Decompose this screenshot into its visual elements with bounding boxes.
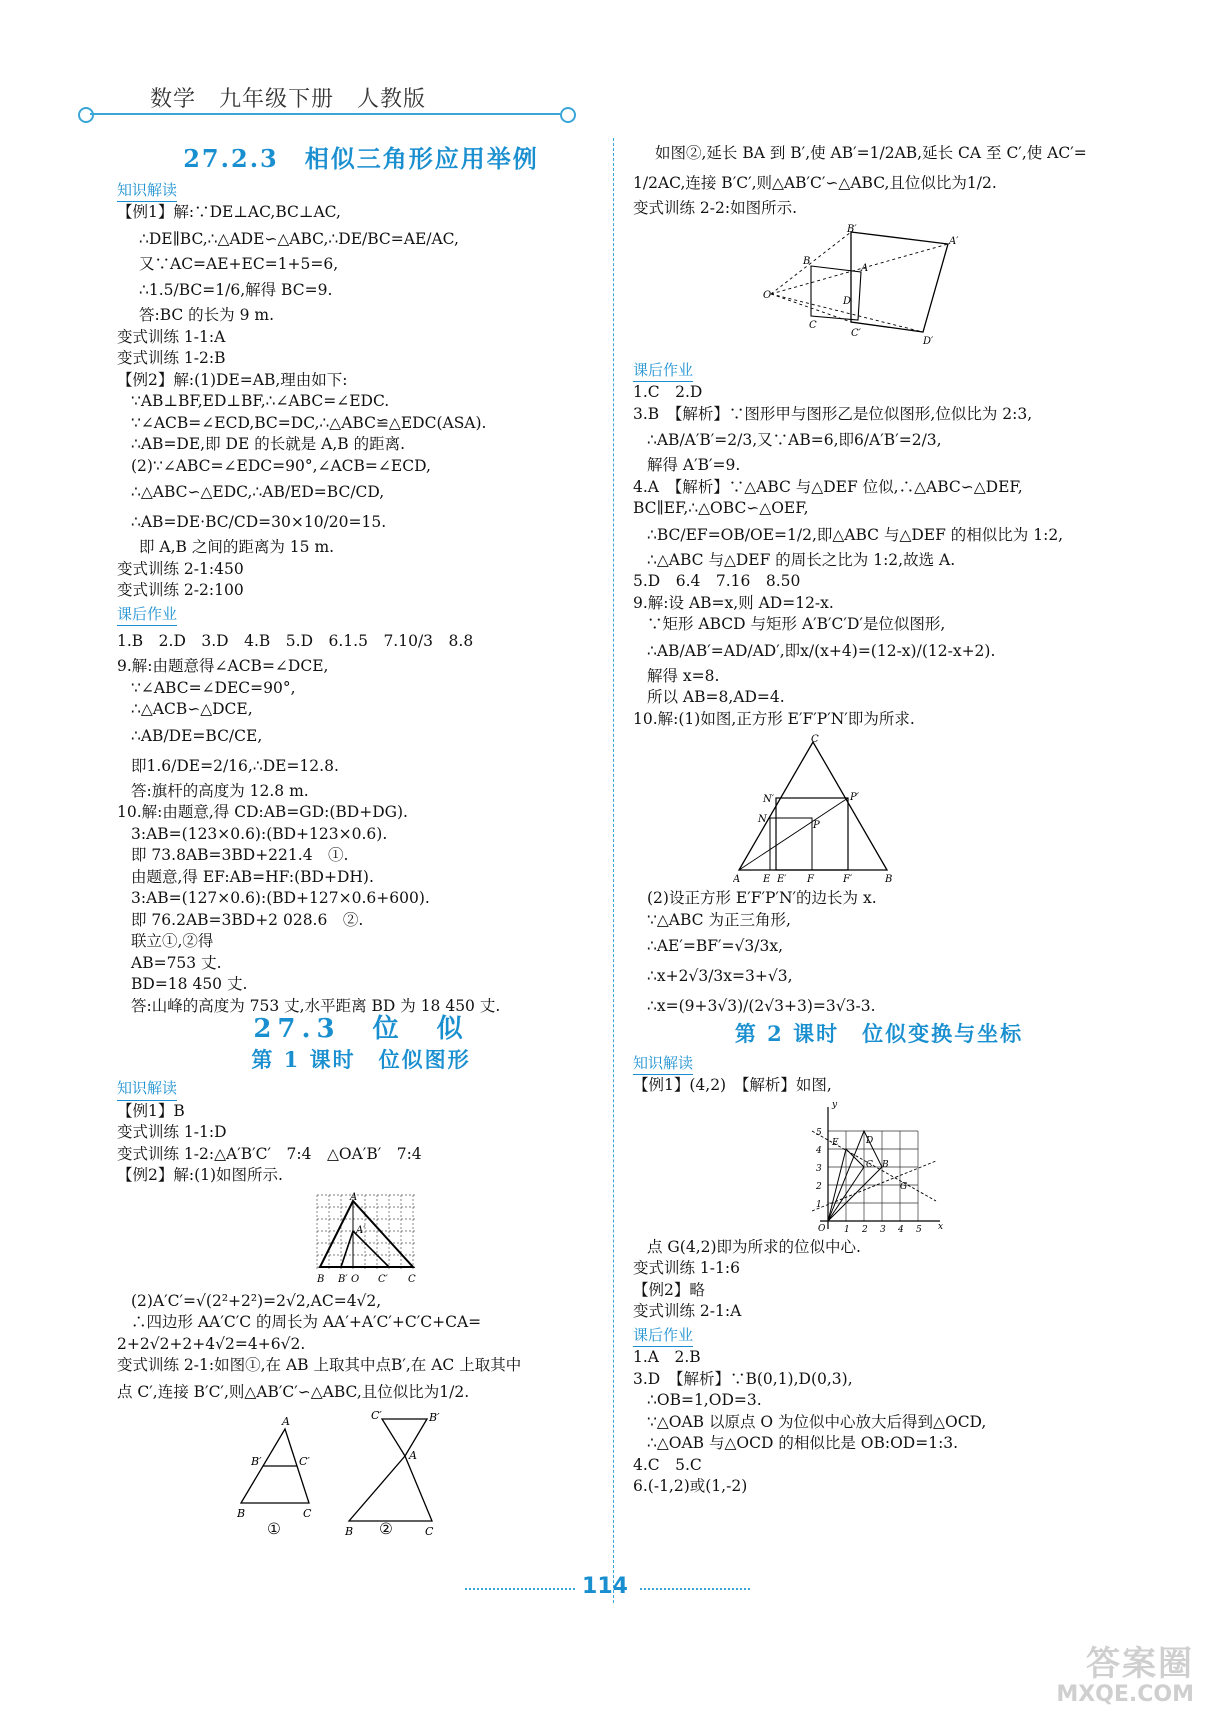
right-block-5 <box>633 1237 1125 1323</box>
text-line: ∵∠ABC=∠DEC=90°, <box>131 678 296 697</box>
svg-text:C: C <box>408 1273 416 1285</box>
text-line: 3:AB=(127×0.6):(BD+127×0.6+600). <box>131 889 430 907</box>
text-line: 变式训练 1-2:B <box>117 349 226 367</box>
tag-homework: 课后作业 <box>633 360 693 383</box>
text-line: 【例2】解:(1)如图所示. <box>117 1166 283 1184</box>
text-line: 即 A,B 之间的距离为 15 m. <box>139 538 335 556</box>
coordinate-grid-svg <box>808 1101 948 1233</box>
svg-text:B′: B′ <box>338 1273 348 1285</box>
svg-text:P′: P′ <box>850 792 859 803</box>
text-line: 4.A 【解析】∵△ABC 与△DEF 位似,∴△ABC∽△DEF, <box>633 477 1023 496</box>
svg-text:x: x <box>938 1221 944 1232</box>
text-line: 10.解:由题意,得 CD:AB=GD:(BD+DG). <box>117 803 408 821</box>
right-block-6 <box>633 1347 1125 1498</box>
svg-text:C: C <box>809 319 817 331</box>
svg-text:C: C <box>866 1159 873 1170</box>
figure-label-2: ② <box>379 1519 393 1538</box>
svg-text:E′: E′ <box>777 874 787 884</box>
right-block-1 <box>633 138 1125 220</box>
svg-text:C′: C′ <box>371 1410 382 1422</box>
left-block-1 <box>117 202 605 602</box>
text-line: ∴△ABC∽△EDC,∴AB/ED=BC/CD, <box>131 483 385 501</box>
svg-text:5: 5 <box>916 1224 922 1233</box>
text-line: 3.D 【解析】∵B(0,1),D(0,3), <box>633 1369 853 1388</box>
page-header-title: 数学 九年级下册 人教版 <box>150 87 427 112</box>
left-block-3 <box>117 1101 605 1187</box>
text-line: ∴AB/AB′=AD/AD′,即x/(x+4)=(12-x)/(12-x+2). <box>647 641 996 660</box>
tag-knowledge: 知识解读 <box>117 1078 177 1101</box>
svg-text:y: y <box>832 1100 838 1110</box>
svg-text:F′: F′ <box>843 874 853 884</box>
text-line: 2+2√2+2+4√2=4+6√2. <box>117 1334 306 1353</box>
svg-text:E: E <box>832 1137 839 1148</box>
text-line: (2)∵∠ABC=∠EDC=90°,∠ACB=∠ECD, <box>131 456 431 475</box>
text-line: 变式训练 2-1:A <box>633 1302 742 1320</box>
text-line: 变式训练 1-2:△A′B′C′ 7:4 △OA′B′ 7:4 <box>117 1144 422 1163</box>
svg-text:4: 4 <box>898 1224 904 1233</box>
text-line: ∵△OAB 以原点 O 为位似中心放大后得到△OCD, <box>647 1412 987 1431</box>
text-line: 变式训练 1-1:D <box>117 1123 227 1141</box>
header-dot-right <box>560 107 576 123</box>
watermark-logo: 答案圈 <box>1086 1644 1194 1684</box>
text-line: ∴BC/EF=OB/OE=1/2,即△ABC 与△DEF 的相似比为 1:2, <box>647 525 1064 544</box>
text-line: 即 73.8AB=3BD+221.4 ①. <box>131 846 349 864</box>
text-line: 变式训练 1-1:A <box>117 327 226 346</box>
svg-text:A′: A′ <box>949 235 959 247</box>
text-line: ∴AE′=BF′=√3/3x, <box>647 937 784 955</box>
text-line: 9.解:由题意得∠ACB=∠DCE, <box>117 657 329 675</box>
text-line: 变式训练 2-1:如图①,在 AB 上取其中点B′,在 AC 上取其中 <box>117 1356 522 1374</box>
svg-text:C′: C′ <box>378 1273 388 1285</box>
text-line: BC∥EF,∴△OBC∽△OEF, <box>633 499 809 517</box>
text-line: ∴△ABC 与△DEF 的周长之比为 1:2,故选 A. <box>647 550 956 569</box>
svg-text:A: A <box>409 1448 417 1462</box>
section-title-27-2-3: 27.2.3 相似三角形应用举例 <box>183 144 539 173</box>
text-line: ∵AB⊥BF,ED⊥BF,∴∠ABC=∠EDC. <box>131 392 390 410</box>
text-line: 答:BC 的长为 9 m. <box>139 306 275 324</box>
text-line: 1.B 2.D 3.D 4.B 5.D 6.1.5 7.10/3 8.8 <box>117 632 474 650</box>
figure-label-1: ① <box>267 1519 281 1538</box>
text-line: 3.B 【解析】∵图形甲与图形乙是位似图形,位似比为 2:3, <box>633 404 1033 423</box>
svg-text:N: N <box>758 814 767 825</box>
svg-text:O: O <box>763 289 772 301</box>
svg-text:B′: B′ <box>251 1454 262 1468</box>
text-line: 【例2】解:(1)DE=AB,理由如下: <box>117 370 348 389</box>
svg-text:A: A <box>282 1414 290 1428</box>
text-line: 【例1】B <box>117 1101 185 1120</box>
text-line: 【例1】(4,2) 【解析】如图, <box>633 1076 832 1094</box>
text-line: ∴1.5/BC=1/6,解得 BC=9. <box>139 281 333 299</box>
text-line: ∴四边形 AA′C′C 的周长为 AA′+A′C′+C′C+CA= <box>131 1313 482 1331</box>
svg-text:4: 4 <box>816 1145 822 1156</box>
text-line: 5.D 6.4 7.16 8.50 <box>633 572 801 590</box>
figure-coordinate-grid <box>808 1101 948 1233</box>
svg-text:O: O <box>818 1223 826 1233</box>
text-line: 1.A 2.B <box>633 1348 701 1366</box>
text-line: ∴AB=DE,即 DE 的长就是 A,B 的距离. <box>131 435 405 453</box>
tag-homework: 课后作业 <box>117 604 177 627</box>
svg-text:G: G <box>900 1181 908 1192</box>
text-line: 答:旗杆的高度为 12.8 m. <box>131 781 309 800</box>
text-line: 10.解:(1)如图,正方形 E′F′P′N′即为所求. <box>633 709 915 728</box>
text-line: 1.C 2.D <box>633 383 703 401</box>
text-line: 如图②,延长 BA 到 B′,使 AB′=1/2AB,延长 CA 至 C′,使 AC′= <box>655 144 1087 162</box>
text-line: ∴OB=1,OD=3. <box>647 1391 762 1409</box>
lesson-title-1: 第 1 课时 位似图形 <box>251 1046 471 1072</box>
left-block-4 <box>117 1291 605 1407</box>
svg-text:C: C <box>811 734 819 745</box>
page-number-rule-right <box>640 1588 750 1590</box>
svg-text:A: A <box>350 1191 358 1203</box>
text-line: ∴AB/A′B′=2/3,又∵AB=6,即6/A′B′=2/3, <box>647 431 942 449</box>
svg-text:5: 5 <box>816 1127 822 1138</box>
text-line: ∴x+2√3/3x=3+√3, <box>647 967 793 985</box>
text-line: 9.解:设 AB=x,则 AD=12-x. <box>633 593 834 612</box>
svg-text:2: 2 <box>862 1224 868 1233</box>
lesson-title-2: 第 2 课时 位似变换与坐标 <box>734 1021 1024 1046</box>
header-rule <box>90 113 560 115</box>
text-line: 联立①,②得 <box>131 932 214 950</box>
svg-text:1: 1 <box>844 1224 850 1233</box>
square-triangle-svg <box>733 734 903 884</box>
right-block-3 <box>633 888 1125 1021</box>
svg-text:B: B <box>882 1159 889 1170</box>
text-line: 即1.6/DE=2/16,∴DE=12.8. <box>131 756 339 775</box>
text-line: 1/2AC,连接 B′C′,则△AB′C′∽△ABC,且位似比为1/2. <box>633 174 997 192</box>
text-line: 答:山峰的高度为 753 丈,水平距离 BD 为 18 450 丈. <box>131 996 501 1015</box>
svg-text:C: C <box>303 1506 312 1520</box>
text-line: 点 G(4,2)即为所求的位似中心. <box>647 1237 861 1256</box>
svg-text:D: D <box>866 1135 874 1146</box>
figure-grid-triangle <box>312 1191 422 1287</box>
tag-knowledge: 知识解读 <box>633 1053 693 1076</box>
header-dot-left <box>78 107 94 123</box>
svg-text:D: D <box>843 295 852 307</box>
text-line: (2)A′C′=√(2²+2²)=2√2,AC=4√2, <box>131 1291 382 1310</box>
text-line: AB=753 丈. <box>131 953 222 972</box>
text-line: (2)设正方形 E′F′P′N′的边长为 x. <box>647 889 877 907</box>
text-line: 【例2】略 <box>633 1280 705 1299</box>
left-block-2 <box>117 626 605 1017</box>
svg-text:C: C <box>425 1524 434 1538</box>
section-title-27-3: 27.3 位 似 <box>253 1014 469 1044</box>
svg-text:O: O <box>351 1273 360 1285</box>
text-line: ∴△ACB∽△DCE, <box>131 700 253 718</box>
svg-text:A′: A′ <box>356 1224 366 1236</box>
text-line: 变式训练 2-2:100 <box>117 581 244 599</box>
svg-text:B: B <box>803 255 811 267</box>
svg-text:D′: D′ <box>923 335 934 347</box>
watermark-url: MXQE.COM <box>1056 1682 1194 1707</box>
right-column <box>633 138 1125 1498</box>
text-line: ∵∠ACB=∠ECD,BC=DC,∴△ABC≌△EDC(ASA). <box>131 413 487 432</box>
text-line: ∴△OAB 与△OCD 的相似比是 OB:OD=1:3. <box>647 1434 959 1452</box>
left-column <box>117 146 605 1545</box>
text-line: 点 C′,连接 B′C′,则△AB′C′∽△ABC,且位似比为1/2. <box>117 1382 470 1401</box>
page-number-rule-left <box>465 1588 575 1590</box>
svg-text:C′: C′ <box>851 327 861 339</box>
svg-text:B: B <box>345 1524 354 1538</box>
figure-homothety-quad <box>763 224 963 354</box>
text-line: ∴DE∥BC,∴△ADE∽△ABC,∴DE/BC=AE/AC, <box>139 229 459 248</box>
right-block-2 <box>633 382 1125 730</box>
svg-text:A: A <box>733 874 741 884</box>
text-line: 又∵AC=AE+EC=1+5=6, <box>139 254 339 273</box>
text-line: 解得 A′B′=9. <box>647 456 741 474</box>
homothety-quad-svg <box>763 224 963 354</box>
svg-text:B: B <box>317 1273 325 1285</box>
text-line: ∴x=(9+3√3)/(2√3+3)=3√3-3. <box>647 997 876 1015</box>
text-line: ∵△ABC 为正三角形, <box>647 910 791 929</box>
svg-text:2: 2 <box>816 1181 822 1192</box>
svg-text:P: P <box>813 820 820 831</box>
svg-text:B: B <box>885 874 893 884</box>
right-block-4 <box>633 1075 1125 1097</box>
svg-text:3: 3 <box>816 1163 822 1174</box>
text-line: 解得 x=8. <box>647 666 720 685</box>
text-line: ∵矩形 ABCD 与矩形 A′B′C′D′是位似图形, <box>647 615 946 633</box>
text-line: BD=18 450 丈. <box>131 975 248 993</box>
text-line: 由题意,得 EF:AB=HF:(BD+DH). <box>131 867 374 886</box>
tag-homework: 课后作业 <box>633 1325 693 1348</box>
column-separator <box>613 138 614 1603</box>
tag-knowledge: 知识解读 <box>117 180 177 203</box>
text-line: ∴AB=DE·BC/CD=30×10/20=15. <box>131 513 387 531</box>
page-number: 114 <box>582 1574 628 1599</box>
text-line: 变式训练 1-1:6 <box>633 1259 740 1277</box>
figure-two-triangles <box>237 1411 467 1541</box>
text-line: 变式训练 2-1:450 <box>117 559 244 578</box>
text-line: ∴AB/DE=BC/CE, <box>131 726 263 745</box>
svg-text:1: 1 <box>816 1199 822 1210</box>
svg-text:N′: N′ <box>763 794 775 805</box>
svg-text:B′: B′ <box>847 223 857 235</box>
svg-text:C′: C′ <box>299 1454 310 1468</box>
text-line: 即 76.2AB=3BD+2 028.6 ②. <box>131 910 364 929</box>
text-line: 变式训练 2-2:如图所示. <box>633 199 798 217</box>
text-line: 所以 AB=8,AD=4. <box>647 688 785 706</box>
figure-square-in-triangle <box>733 734 903 884</box>
text-line: 3:AB=(123×0.6):(BD+123×0.6). <box>131 824 388 843</box>
text-line: 6.(-1,2)或(1,-2) <box>633 1477 748 1495</box>
svg-text:F: F <box>807 874 814 884</box>
svg-text:B′: B′ <box>429 1410 440 1424</box>
grid-triangle-svg <box>312 1191 422 1287</box>
svg-text:A: A <box>861 262 869 274</box>
svg-text:3: 3 <box>880 1224 886 1233</box>
svg-text:B: B <box>237 1506 246 1520</box>
text-line: 4.C 5.C <box>633 1455 702 1474</box>
text-line: 【例1】解:∵DE⊥AC,BC⊥AC, <box>117 203 341 221</box>
svg-text:E: E <box>763 874 771 884</box>
